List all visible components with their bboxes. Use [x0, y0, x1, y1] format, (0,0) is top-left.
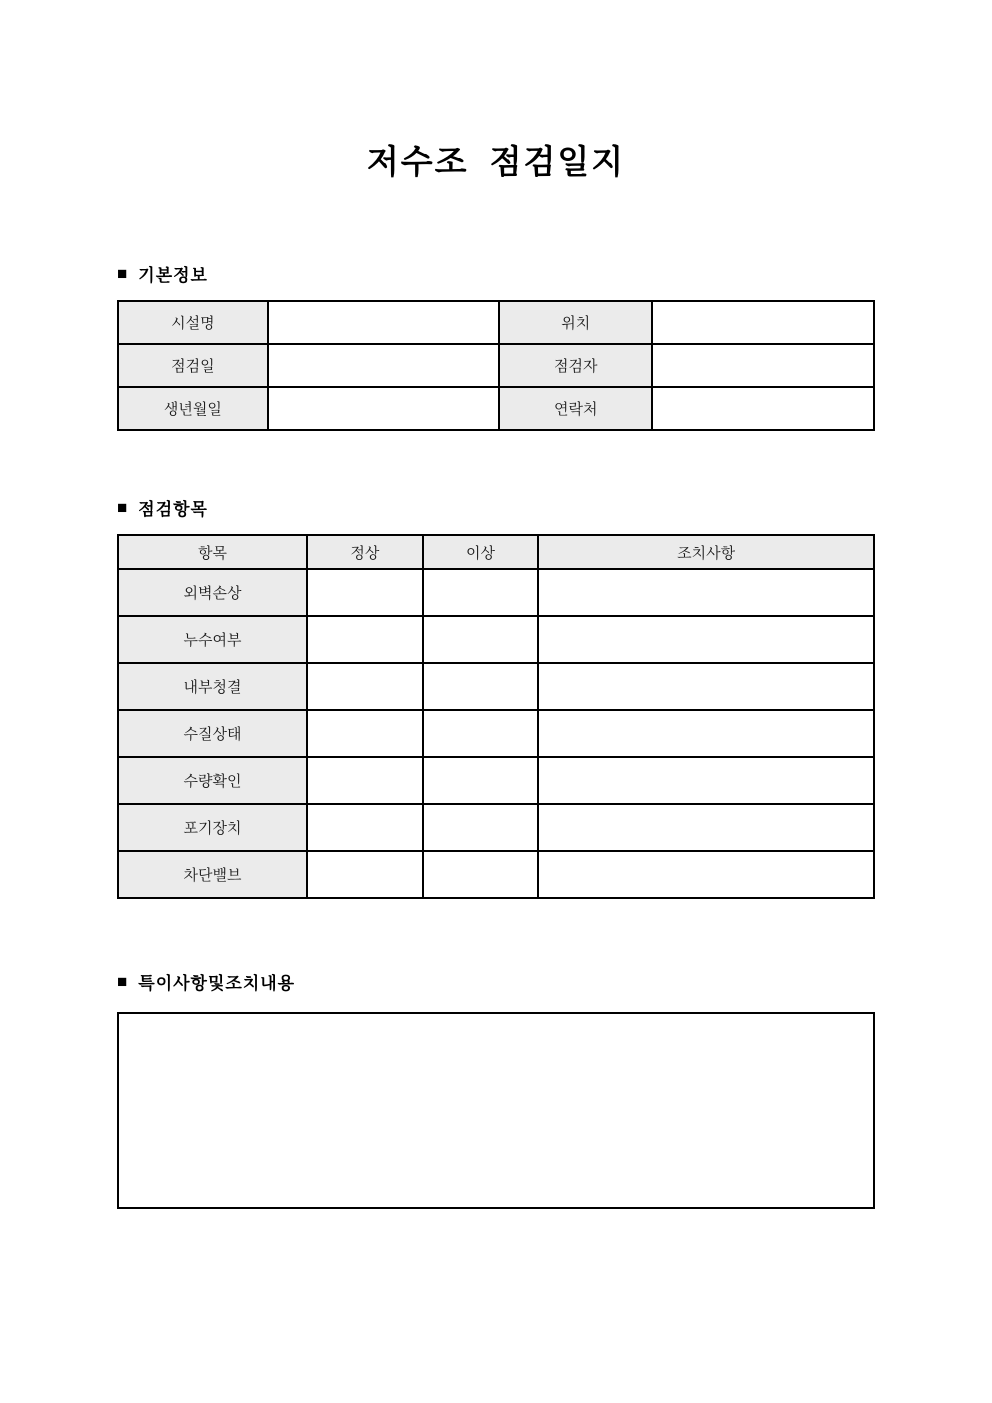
action-cell[interactable] — [538, 616, 874, 663]
document-page — [117, 0, 875, 1209]
item-label-shutoff-valve: 차단밸브 — [118, 851, 307, 898]
square-bullet-icon: ■ — [117, 498, 129, 517]
table-header-row — [118, 535, 874, 569]
action-cell[interactable] — [538, 804, 874, 851]
section-basic-info — [117, 261, 875, 431]
field-label-facility-name: 시설명 — [118, 301, 268, 344]
item-label-wall-damage: 외벽손상 — [118, 569, 307, 616]
notes-heading-label: 특이사항및조치내용 — [138, 974, 296, 993]
field-label-location: 위치 — [499, 301, 652, 344]
action-cell[interactable] — [538, 710, 874, 757]
table-row — [118, 569, 874, 616]
table-row — [118, 387, 874, 430]
notes-heading — [117, 969, 875, 994]
table-row — [118, 616, 874, 663]
action-cell[interactable] — [538, 851, 874, 898]
table-row — [118, 301, 874, 344]
field-value-location[interactable] — [652, 301, 874, 344]
normal-check-cell[interactable] — [307, 757, 423, 804]
item-label-water-volume: 수량확인 — [118, 757, 307, 804]
table-row — [118, 663, 874, 710]
item-label-interior-cleanliness: 내부청결 — [118, 663, 307, 710]
column-header-normal: 정상 — [307, 535, 423, 569]
abnormal-check-cell[interactable] — [423, 663, 539, 710]
table-row — [118, 851, 874, 898]
square-bullet-icon: ■ — [117, 972, 129, 991]
square-bullet-icon: ■ — [117, 264, 129, 283]
normal-check-cell[interactable] — [307, 710, 423, 757]
normal-check-cell[interactable] — [307, 569, 423, 616]
abnormal-check-cell[interactable] — [423, 757, 539, 804]
field-label-inspection-date: 점검일 — [118, 344, 268, 387]
abnormal-check-cell[interactable] — [423, 851, 539, 898]
field-value-inspection-date[interactable] — [268, 344, 499, 387]
field-value-birth-date[interactable] — [268, 387, 499, 430]
action-cell[interactable] — [538, 569, 874, 616]
basic-info-heading-label: 기본정보 — [138, 266, 208, 285]
table-row — [118, 344, 874, 387]
inspection-heading — [117, 495, 875, 520]
table-row — [118, 710, 874, 757]
table-row — [118, 757, 874, 804]
field-value-facility-name[interactable] — [268, 301, 499, 344]
item-label-leakage: 누수여부 — [118, 616, 307, 663]
basic-info-table — [117, 300, 875, 431]
normal-check-cell[interactable] — [307, 616, 423, 663]
action-cell[interactable] — [538, 663, 874, 710]
section-notes — [117, 969, 875, 1209]
table-row — [118, 804, 874, 851]
normal-check-cell[interactable] — [307, 851, 423, 898]
inspection-table — [117, 534, 875, 899]
section-inspection-items — [117, 495, 875, 899]
basic-info-heading — [117, 261, 875, 286]
page-title: 저수조 점검일지 — [366, 143, 626, 180]
column-header-action: 조치사항 — [538, 535, 874, 569]
normal-check-cell[interactable] — [307, 663, 423, 710]
field-value-contact[interactable] — [652, 387, 874, 430]
field-label-contact: 연락처 — [499, 387, 652, 430]
abnormal-check-cell[interactable] — [423, 804, 539, 851]
abnormal-check-cell[interactable] — [423, 569, 539, 616]
normal-check-cell[interactable] — [307, 804, 423, 851]
abnormal-check-cell[interactable] — [423, 710, 539, 757]
field-label-birth-date: 생년월일 — [118, 387, 268, 430]
notes-textarea[interactable] — [117, 1012, 875, 1209]
abnormal-check-cell[interactable] — [423, 616, 539, 663]
inspection-heading-label: 점검항목 — [138, 500, 208, 519]
item-label-aeration-device: 포기장치 — [118, 804, 307, 851]
item-label-water-quality: 수질상태 — [118, 710, 307, 757]
field-value-inspector[interactable] — [652, 344, 874, 387]
field-label-inspector: 점검자 — [499, 344, 652, 387]
column-header-item: 항목 — [118, 535, 307, 569]
action-cell[interactable] — [538, 757, 874, 804]
column-header-abnormal: 이상 — [423, 535, 539, 569]
